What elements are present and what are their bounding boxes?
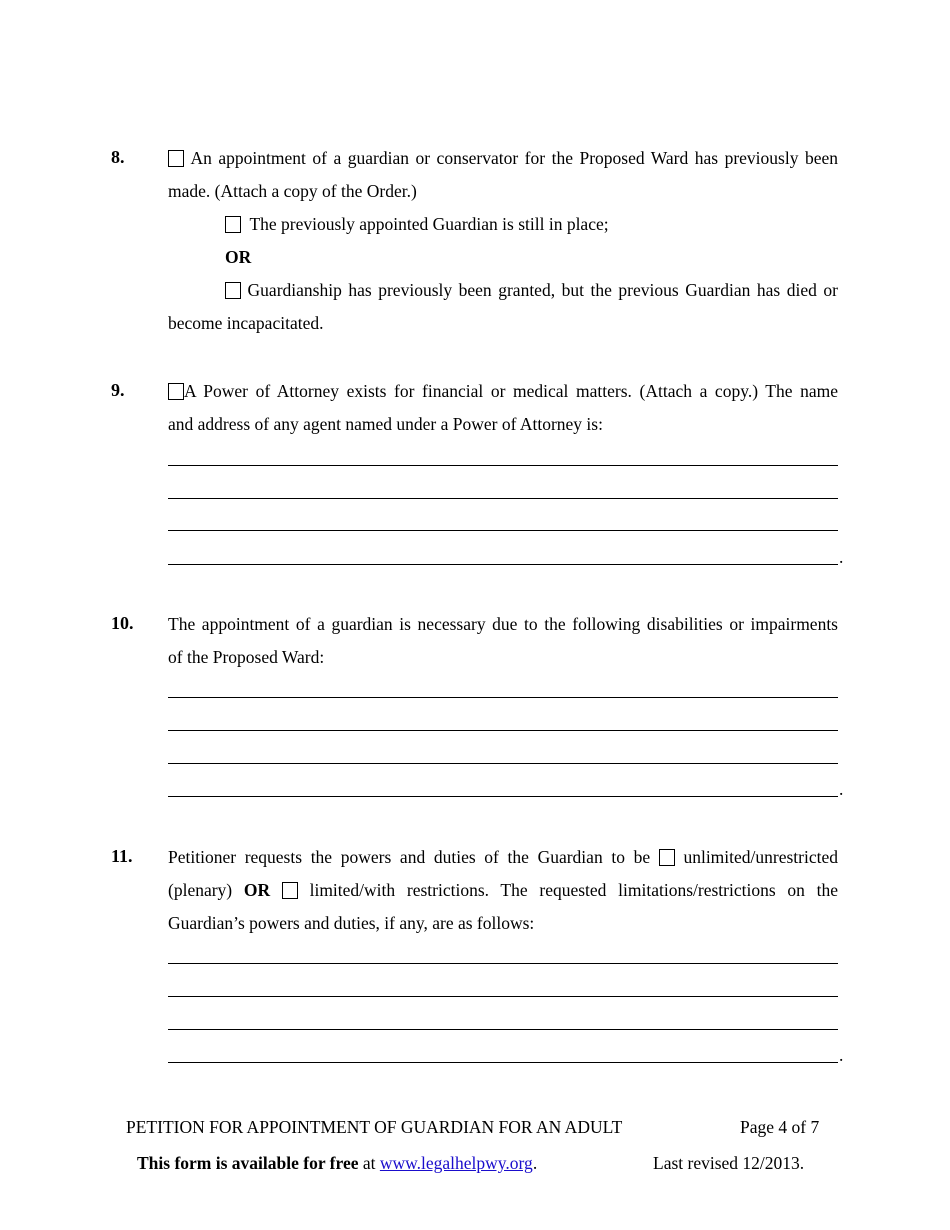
item-10-fill-line[interactable] — [168, 730, 838, 731]
footer-available-bold: This form is available for free — [137, 1153, 359, 1173]
item-11-fill-line[interactable] — [168, 1062, 838, 1063]
footer-last-revised: Last revised 12/2013. — [653, 1153, 805, 1173]
item-8-or-label: OR — [225, 247, 252, 267]
item-11-fill-line[interactable] — [168, 1029, 838, 1030]
footer-page-number: Page 4 of 7 — [740, 1117, 820, 1137]
unlimited-checkbox[interactable] — [659, 849, 675, 866]
item-11-text-a: Petitioner requests the powers and duties of the Guardian to be — [168, 847, 651, 867]
plenary-label: (plenary) — [168, 880, 233, 900]
item-11-fill-line[interactable] — [168, 996, 838, 997]
item-10-end-mark: . — [839, 779, 844, 799]
still-in-place-checkbox[interactable] — [225, 216, 241, 233]
item-11-line-3: Guardian’s powers and duties, if any, are as follows: — [168, 913, 535, 933]
item-9-fill-line[interactable] — [168, 498, 838, 499]
item-10-line-2: of the Proposed Ward: — [168, 647, 325, 667]
item-10-fill-line[interactable] — [168, 796, 838, 797]
item-11-or-label: OR — [243, 880, 271, 900]
item-11-line-1 — [168, 847, 838, 868]
item-9-fill-line[interactable] — [168, 564, 838, 565]
item-10-fill-line[interactable] — [168, 763, 838, 764]
unlimited-label: unlimited/unrestricted — [683, 847, 838, 867]
item-8-checkbox[interactable] — [168, 150, 184, 167]
item-9-end-mark: . — [839, 547, 844, 567]
item-9-fill-line[interactable] — [168, 530, 838, 531]
item-8-line-2: made. (Attach a copy of the Order.) — [168, 181, 417, 201]
guardian-died-checkbox[interactable] — [225, 282, 241, 299]
item-9-text: A Power of Attorney exists for financial or medical matters. (Attach a copy.) The name — [184, 381, 838, 401]
item-10-number: 10. — [111, 613, 134, 633]
legalhelpwy-link[interactable]: www.legalhelpwy.org — [379, 1153, 533, 1173]
item-8-option-b-line-2: become incapacitated. — [168, 313, 324, 333]
footer-link-period: . — [532, 1153, 538, 1173]
item-11-line-2 — [168, 880, 838, 901]
item-9-number: 9. — [111, 380, 125, 400]
item-10-fill-line[interactable] — [168, 697, 838, 698]
item-9-line-2: and address of any agent named under a Power of Attorney is: — [168, 414, 603, 434]
still-in-place-text: The previously appointed Guardian is still in place; — [249, 214, 609, 234]
item-11-number: 11. — [111, 846, 133, 866]
item-8-text: An appointment of a guardian or conservator for the Proposed Ward has previously been — [190, 148, 839, 168]
item-9-line-1 — [168, 381, 838, 402]
item-8-option-b — [225, 280, 838, 301]
item-10-line-1: The appointment of a guardian is necessary due to the following disabilities or impairments — [168, 614, 838, 634]
footer-available-at: at — [362, 1153, 376, 1173]
item-11-end-mark: . — [839, 1045, 844, 1065]
item-9-fill-line[interactable] — [168, 465, 838, 466]
item-8-option-a — [225, 214, 609, 235]
footer-availability — [137, 1153, 537, 1174]
power-of-attorney-checkbox[interactable] — [168, 383, 184, 400]
item-8-number: 8. — [111, 147, 125, 167]
item-11-fill-line[interactable] — [168, 963, 838, 964]
limited-checkbox[interactable] — [282, 882, 298, 899]
limited-label: limited/with restrictions. The requested limitations/restrictions on the — [309, 880, 838, 900]
footer-form-title: PETITION FOR APPOINTMENT OF GUARDIAN FOR AN ADULT — [126, 1117, 623, 1137]
item-8-line-1 — [168, 148, 838, 169]
guardian-died-text: Guardianship has previously been granted, but the previous Guardian has died or — [247, 280, 838, 300]
